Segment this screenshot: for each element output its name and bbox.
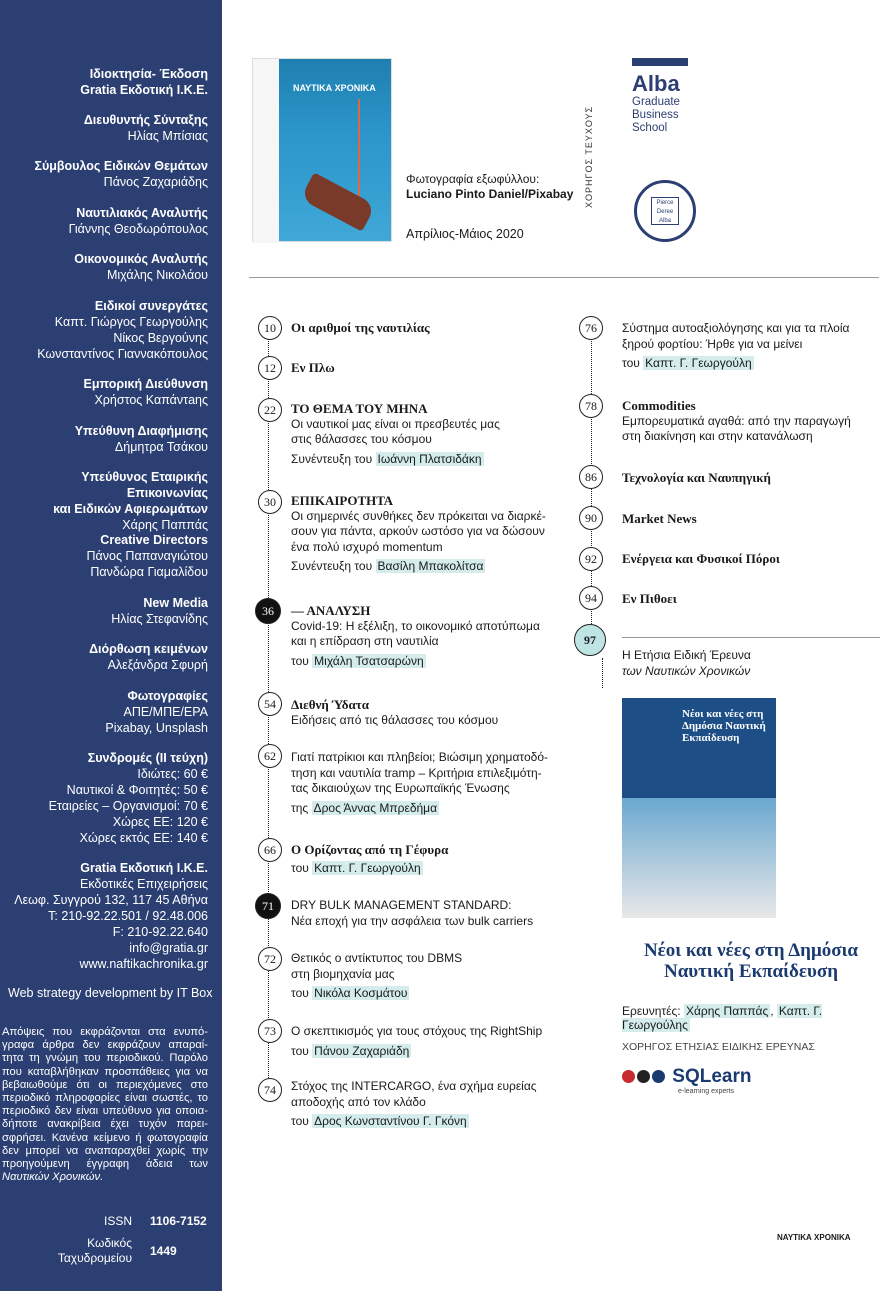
page-number: 30	[258, 490, 282, 514]
toc-item[interactable]: Ο Ορίζοντας από τη Γέφυρα του Καπτ. Γ. Γεωργούλη	[291, 842, 449, 875]
researchers: Ερευνητές: Χάρης Παππάς , Καπτ. Γ. Γεωργούλης	[622, 1004, 823, 1032]
masthead-role: Οικονομικός Αναλυτής Μιχάλης Νικολάου	[74, 252, 208, 282]
page-number: 76	[579, 316, 603, 340]
web-strategy-credit: Web strategy development by IT Box	[8, 986, 213, 1000]
publisher-name: Gratia Εκδοτική Ι.Κ.Ε.	[80, 83, 208, 97]
toc-item[interactable]: Ενέργεια και Φυσικοί Πόροι	[622, 551, 780, 566]
issn-label: ISSN	[103, 1214, 132, 1228]
page-number: 54	[258, 692, 282, 716]
postal-code-label: Κωδικός Ταχυδρομείου	[57, 1236, 132, 1265]
footer-brand: ΝΑΥΤΙΚΑ ΧΡΟΝΙΚΑ	[777, 1233, 851, 1242]
toc-item[interactable]: Εν Πιθοει	[622, 591, 677, 606]
issn-value: 1106-7152	[150, 1214, 207, 1228]
masthead-role: Σύμβουλος Ειδικών Θεμάτων Πάνος Ζαχαριάδης	[34, 159, 208, 189]
college-seal: Pierce Deree Alba	[634, 180, 696, 242]
toc-item[interactable]: ΕΠΙΚΑΙΡΟΤΗΤΑ Οι σημερινές συνθήκες δεν πρόκειται να διαρκέ- σουν για πάντα, αρκούν ωστόσο για να δώσουν ένα πολύ ισχυρό momentum Συνέντευξη του Βασίλη Μπακολίτσα	[291, 493, 546, 573]
report-title: Νέοι και νέες στη Δημόσια Ναυτική Εκπαίδευση	[643, 940, 859, 982]
masthead-role: Υπεύθυνη Διαφήμισης Δήμητρα Τσάκου	[74, 424, 208, 454]
page-number: 66	[258, 838, 282, 862]
page-number: 62	[258, 744, 282, 768]
cover-title: ΝΑΥΤΙΚΑ ΧΡΟΝΙΚΑ	[293, 83, 376, 93]
masthead-sidebar	[0, 0, 222, 1291]
masthead-role: Διόρθωση κειμένων Αλεξάνδρα Σφυρή	[89, 642, 208, 672]
toc-item[interactable]: Διεθνή Ύδατα Ειδήσεις από τις θάλασσες του κόσμου	[291, 697, 499, 727]
page-number: 72	[258, 947, 282, 971]
issue-sponsor-label: ΧΟΡΗΓΟΣ ΤΕΥΧΟΥΣ	[584, 105, 594, 208]
page-number: 90	[579, 506, 603, 530]
page-number: 78	[579, 394, 603, 418]
toc-item[interactable]: Market News	[622, 511, 697, 526]
cover-ship	[300, 172, 376, 231]
masthead-role: Διευθυντής Σύνταξης Ηλίας Μπίσιας	[83, 113, 208, 143]
page-number: 86	[579, 465, 603, 489]
publisher	[80, 66, 208, 98]
report-sponsor-label: ΧΟΡΗΓΟΣ ΕΤΗΣΙΑΣ ΕΙΔΙΚΗΣ ΕΡΕΥΝΑΣ	[622, 1041, 815, 1053]
cover-strip	[253, 59, 279, 243]
masthead-role: Ναυτιλιακός Αναλυτής Γιάννης Θεοδωρόπουλος	[68, 206, 208, 236]
page-number: 10	[258, 316, 282, 340]
toc-item[interactable]: Η Ετήσια Ειδική Έρευνα των Ναυτικών Χρονικών	[622, 648, 751, 678]
page-number: 92	[579, 547, 603, 571]
masthead-role: Φωτογραφίες ΑΠΕ/ΜΠΕ/EPA Pixabay, Unsplash	[105, 689, 208, 735]
masthead-role: Ειδικοί συνεργάτες Καπτ. Γιώργος Γεωργούλης Νίκος Βεργούνης Κωνσταντίνος Γιαννακόπουλος	[37, 299, 208, 361]
divider	[622, 637, 880, 638]
toc-item[interactable]: ΤΟ ΘΕΜΑ ΤΟΥ ΜΗΝΑ Οι ναυτικοί μας είναι οι πρεσβευτές μας στις θάλασσες του κόσμου Συνέντευξη του Ιωάννη Πλατσιδάκη	[291, 401, 500, 466]
page-number: 71	[255, 893, 281, 919]
page-number: 22	[258, 398, 282, 422]
alba-logo: Alba Graduate Business School	[632, 58, 692, 135]
issue-date: Απρίλιος-Μάιος 2020	[406, 227, 524, 241]
cover-thumbnail	[252, 58, 392, 242]
cover-caption: Φωτογραφία εξωφύλλου: Luciano Pinto Daniel/Pixabay	[406, 172, 574, 201]
toc-item[interactable]: Θετικός ο αντίκτυπος του DBMS στη βιομηχανία μας του Νικόλα Κοσμάτου	[291, 951, 463, 1000]
toc-timeline	[602, 658, 603, 688]
disclaimer: Απόψεις που εκφράζονται στα ενυπό-γραφα άρθρα δεν εκφράζουν απαραί-τητα τη γνώμη του περιοδικού. Παρόλο που καταβλήθηκαν προσπάθειες για να βεβαιωθούμε ότι οι περιεχόμενες στο περιοδικό πληροφορίες είναι σωστές, το περιοδικό δεν είναι υπεύθυνο για οποια-δήποτε ανακρίβεια έχει τυχόν παρει-σφρήσει. Κανένα κείμενο ή φωτογραφία δεν μπορεί να αναπαραχθεί χωρίς την προηγούμενη έγγραφη άδεια των Ναυτικών Χρονικών.	[2, 1026, 208, 1184]
page-number: 12	[258, 356, 282, 380]
page-number: 36	[255, 598, 281, 624]
sqlearn-logo: SQLearn e-learning experts	[622, 1066, 751, 1095]
page-number: 97	[574, 624, 606, 656]
toc-item[interactable]: Εν Πλω	[291, 360, 335, 375]
page-number: 73	[258, 1019, 282, 1043]
report-cover: Νέοι και νέες στη Δημόσια Ναυτική Εκπαίδευση	[622, 698, 776, 918]
masthead-role: Υπεύθυνος Εταιρικής Επικοινωνίας και Ειδικών Αφιερωμάτων Χάρης Παππάς	[53, 470, 208, 532]
toc-item[interactable]: Σύστημα αυτοαξιολόγησης και για τα πλοία ξηρού φορτίου: Ήρθε για να μείνει του Καπτ. Γ. Γεωργούλη	[622, 321, 850, 370]
subscriptions: Συνδρομές (ΙΙ τεύχη) Ιδιώτες: 60 € Ναυτικοί & Φοιτητές: 50 € Εταιρείες – Οργανισμοί: 70 € Χώρες ΕΕ: 120 € Χώρες εκτός ΕΕ: 140 €	[48, 751, 208, 845]
toc-item[interactable]: Γιατί πατρίκιοι και πληβείοι; Βιώσιμη χρηματοδό- τηση και ναυτιλία tramp – Κριτήρια επιλεξιμότη- τας δικαιούχων της Ευρωπαϊκής Ένωσης της Δρος Άννας Μπρεδήμα	[291, 750, 549, 815]
toc-item[interactable]: Οι αριθμοί της ναυτιλίας	[291, 320, 430, 335]
contact-block: Gratia Εκδοτική Ι.Κ.Ε. Εκδοτικές Επιχειρήσεις Λεωφ. Συγγρού 132, 117 45 Αθήνα T: 210-92.22.501 / 92.48.006 F: 210-92.22.640 info@gratia.gr www.naftikachronika.gr	[14, 861, 208, 971]
masthead-role: Creative Directors Πάνος Παπαναγιώτου Πανδώρα Γιαμαλίδου	[86, 533, 208, 579]
page-number: 74	[258, 1078, 282, 1102]
toc-item[interactable]: DRY BULK MANAGEMENT STANDARD: Νέα εποχή για την ασφάλεια των bulk carriers	[291, 898, 534, 928]
masthead-role: New Media Ηλίας Στεφανίδης	[111, 596, 208, 626]
divider	[249, 277, 879, 278]
toc-item[interactable]: Στόχος της INTERCARGO, ένα σχήμα ευρείας αποδοχής από τον κλάδο του Δρος Κωνσταντίνου Γ. Γκόνη	[291, 1079, 537, 1128]
toc-item[interactable]: Commodities Εμπορευματικά αγαθά: από την παραγωγή στη διακίνηση και στην κατανάλωση	[622, 398, 851, 443]
publisher-label: Ιδιοκτησία- Έκδοση	[89, 67, 208, 81]
page-number: 94	[579, 586, 603, 610]
masthead-role: Εμπορική Διεύθυνση Χρήστος Καπάντaης	[83, 377, 208, 407]
toc-item[interactable]: Ο σκεπτικισμός για τους στόχους της RightShip του Πάνου Ζαχαριάδη	[291, 1024, 543, 1058]
report-photo	[622, 798, 776, 918]
toc-item[interactable]: — ΑΝΑΛΥΣΗ Covid-19: Η εξέλιξη, το οικονομικό αποτύπωμα και η επίδραση στη ναυτιλία του Μιχάλη Τσατσαρώνη	[291, 603, 540, 668]
toc-item[interactable]: Τεχνολογία και Ναυπηγική	[622, 470, 771, 485]
cover-hose	[358, 99, 360, 199]
postal-code-value: 1449	[150, 1244, 177, 1258]
